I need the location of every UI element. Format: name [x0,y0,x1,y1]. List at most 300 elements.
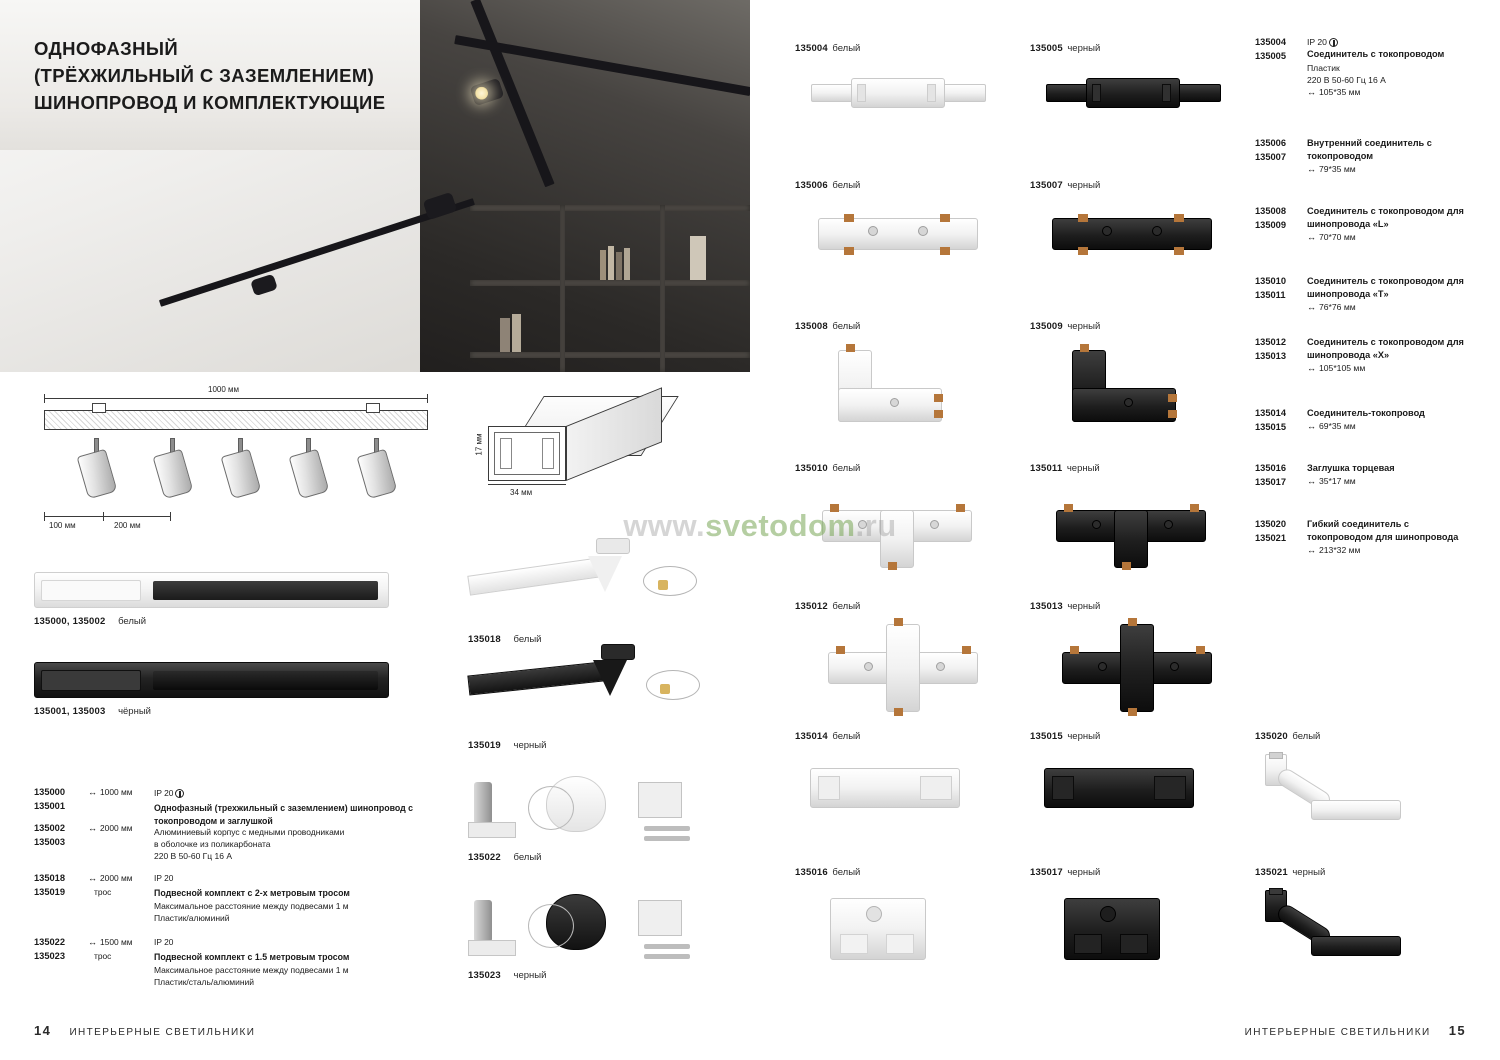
spec-code-135003: 135003 [34,837,66,847]
cap-notch [886,934,914,954]
spec-dimension: ↔ 35*17 мм [1307,476,1356,486]
spec-title-suspension-15m: Подвесной комплект с 1.5 метровым тросом [154,952,350,962]
spec-135006-135007 [1255,137,1485,176]
footer-text-left: ИНТЕРЬЕРНЫЕ СВЕТИЛЬНИКИ [69,1027,256,1038]
copper-contact [1078,214,1088,222]
shelf [470,280,750,286]
spec-code: 135016 [1255,463,1287,473]
copper-contact [1128,708,1137,716]
spec-codes [1255,137,1307,165]
product-photo-135006 [808,200,998,270]
cap-notch [1120,934,1148,954]
product-code: 135008 [795,321,828,332]
product-photo-135008 [838,340,978,440]
spec-title: Соединитель с токопроводом [1307,49,1445,60]
product-color: белый [513,852,542,863]
spec-code: 135021 [1255,532,1287,543]
spec-codes [1255,275,1307,303]
spec-sub-1: Алюминиевый корпус с медными проводниками [154,827,345,837]
product-label-135023 [468,970,546,981]
suspension-cone-black [593,660,627,696]
suspension-bar-black [467,660,613,695]
product-color: белый [832,43,861,54]
track-groove [153,581,378,600]
spec-dim-cable: трос [94,887,112,897]
spec-dimension: ↔ 69*35 мм [1307,421,1356,431]
spec-dimension: ↔ 79*35 мм [1307,164,1356,174]
mount-bracket [92,403,106,413]
product-label-135022 [468,852,541,863]
product-photo-track-white [34,572,389,608]
product-photo-135014 [810,752,990,828]
spec-body [1307,518,1477,557]
product-code: 135021 [1255,867,1288,878]
product-code: 135022 [468,852,501,863]
product-photo-135020 [1255,752,1455,832]
spec-135012-135013 [1255,336,1485,375]
copper-contact [940,247,950,255]
copper-contact [844,214,854,222]
product-code: 135020 [1255,731,1288,742]
spec-block-suspension-15m [34,936,444,986]
diagram-lamp [222,436,260,498]
product-label-135015 [1030,726,1240,744]
product-label-135012 [795,596,1005,614]
spec-sub-2: Пластик/алюминий [154,913,230,923]
spec-code: 135020 [1255,519,1287,529]
watermark-brand: svetodom [705,508,856,543]
contact-block [1154,776,1186,800]
product-photo-135023 [468,876,728,972]
shelf-divider [560,205,565,372]
product-color: белый [832,867,861,878]
product-label-135013 [1030,596,1240,614]
spec-body [1307,462,1477,488]
product-label-135009 [1030,316,1240,334]
dim-line-profile-width [488,484,566,485]
screw [644,836,690,841]
screw-hole [1100,906,1116,922]
spec-135004-135005 [1255,36,1485,99]
book [600,250,606,280]
copper-contact [962,646,971,654]
cable-clamp [658,580,668,590]
spec-code-135022: 135022 [34,937,66,947]
screw-hole [1102,226,1112,236]
spec-code: 135010 [1255,276,1287,286]
product-photo-135021 [1255,888,1455,974]
product-color: черный [1292,867,1326,878]
screw-hole [918,226,928,236]
spec-dim-1500: ↔ 1500 мм [88,937,132,947]
page-title-line-2: (ТРЁХЖИЛЬНЫЙ С ЗАЗЕМЛЕНИЕМ) [34,64,375,86]
product-label-135008 [795,316,1005,334]
spec-code: 135007 [1255,151,1287,162]
product-label-135021 [1255,862,1470,880]
product-photo-135018 [468,518,718,626]
right-page [750,0,1500,1060]
spec-code: 135005 [1255,50,1287,61]
page-title-line-3: ШИНОПРОВОД И КОМПЛЕКТУЮЩИЕ [34,91,386,113]
product-code: 135010 [795,463,828,474]
shelf-divider [660,205,665,372]
spec-code: 135017 [1255,476,1287,487]
dim-label-length: 1000 мм [208,385,240,394]
product-photo-135011 [1056,482,1226,570]
watermark-suffix: .ru [855,508,897,543]
dim-label-step: 200 мм [114,521,141,530]
spec-codes [1255,36,1307,64]
spec-title: Соединитель с токопроводом для шинопровода «T» [1307,276,1464,300]
product-color: белый [513,634,542,645]
spec-code: 135012 [1255,337,1287,347]
product-photo-135013 [1062,620,1222,716]
installation-diagram [26,385,446,548]
book [624,248,630,280]
contact [1269,888,1283,895]
screw-hole [1092,520,1101,529]
screw-hole [1152,226,1162,236]
screw-hole [936,662,945,671]
spec-dimension: ↔ 213*32 мм [1307,545,1360,555]
product-color: белый [832,601,861,612]
product-label-135014 [795,726,1005,744]
copper-contact [1168,394,1177,402]
contact [1269,752,1283,759]
product-photo-135016 [830,890,960,974]
screw-hole [930,520,939,529]
dim-tick [44,394,45,403]
product-color: черный [513,970,547,981]
screw-hole [858,520,867,529]
product-label-135006 [795,175,1005,193]
connector-arm-vertical [1120,624,1154,712]
book [690,236,706,280]
connector-arm-down [1114,510,1148,568]
copper-contact [846,344,855,352]
dim-line-step [103,516,171,517]
mount-bracket [366,403,380,413]
product-code: 135018 [468,634,501,645]
connector-arm-vertical [886,624,920,712]
mount-plate [468,940,516,956]
spec-dimension: ↔ 76*76 мм [1307,302,1356,312]
product-code: 135015 [1030,731,1063,742]
screw-hole [1170,662,1179,671]
ceiling-mount-rod [474,782,492,824]
spec-dim-cable: трос [94,951,112,961]
spec-electric: 220 В 50-60 Гц 16 А [1307,74,1386,85]
spec-title: Соединитель-токопровод [1307,408,1425,418]
suspension-cable [528,786,574,830]
copper-contact [1174,247,1184,255]
connector-arm-down [880,510,914,568]
spec-code-135018: 135018 [34,873,66,883]
copper-contact [1196,646,1205,654]
product-label-135020 [1255,726,1470,744]
copper-contact [894,618,903,626]
book [500,318,510,352]
spec-code: 135013 [1255,350,1287,361]
spec-code-135023: 135023 [34,951,66,961]
dim-line-total [44,398,428,399]
ip-drop-icon [175,789,184,798]
product-label-135007 [1030,175,1240,193]
bracket [638,900,682,936]
spec-dimension: ↔ 70*70 мм [1307,232,1356,242]
product-color: белый [832,731,861,742]
product-label-135017 [1030,862,1240,880]
spec-title: Соединитель с токопроводом для шинопровода «L» [1307,206,1464,230]
contact [857,84,866,102]
spec-codes [1255,407,1307,435]
spec-codes [1255,205,1307,233]
copper-contact [1174,214,1184,222]
spec-ip [1307,37,1338,47]
contact-block [920,776,952,800]
book [608,246,614,280]
spec-code: 135015 [1255,421,1287,432]
copper-contact [888,562,897,570]
ip-drop-icon [1329,38,1338,47]
product-code: 135004 [795,43,828,54]
spec-sub-1: Максимальное расстояние между подвесами 1 м [154,965,349,975]
spec-body [1307,407,1477,433]
product-label-135016 [795,862,1005,880]
product-photo-135022 [468,758,728,854]
copper-contact [940,214,950,222]
spec-dimension: ↔ 105*35 мм [1307,87,1360,97]
mount-plate [468,822,516,838]
spec-sub-2: Пластик/сталь/алюминий [154,977,255,987]
screw-hole [1124,398,1133,407]
copper-contact [1064,504,1073,512]
spec-codes [1255,518,1307,546]
ceiling-mount-rod [474,900,492,942]
dim-line-start [44,516,104,517]
spec-code: 135014 [1255,408,1287,418]
product-color: черный [1067,601,1101,612]
copper-contact [894,708,903,716]
product-label-135005 [1030,38,1240,56]
product-color: белый [832,321,861,332]
connector-body [1052,218,1212,250]
footer-right [1245,1023,1466,1038]
track-end-cap [41,580,141,601]
dim-label-start: 100 мм [49,521,76,530]
ip-label: IP 20 [1307,37,1327,47]
dim-tick [44,512,45,521]
profile-channel [542,438,554,469]
product-photo-135012 [828,620,988,716]
diagram-lamp [290,436,328,498]
spec-dimension: ↔ 105*105 мм [1307,363,1365,373]
dim-tick [427,394,428,403]
screw-hole [1098,662,1107,671]
cap-notch [840,934,868,954]
copper-contact [934,394,943,402]
spec-ip-badge [154,787,184,798]
track-groove [153,671,378,690]
product-photo-135017 [1064,890,1194,974]
spec-code-135019: 135019 [34,887,66,897]
product-code: 135023 [468,970,501,981]
flex-connector-arm [1311,936,1401,956]
product-code: 135013 [1030,601,1063,612]
spec-material: Пластик [1307,62,1340,73]
contact [1162,84,1171,102]
suspension-box [601,644,635,660]
spec-sub-3: 220 В 50-60 Гц 16 А [154,851,232,861]
dim-tick [170,512,171,521]
screw-hole [864,662,873,671]
suspension-box [596,538,630,554]
screw [644,944,690,949]
product-color: черный [1067,43,1101,54]
spec-code-135001: 135001 [34,801,66,811]
spec-body [1307,205,1477,244]
product-color: белый [118,616,147,627]
book [616,252,622,280]
ip-label: IP 20 [154,788,174,798]
spec-sub-2: в оболочке из поликарбоната [154,839,271,849]
contact-block [1052,776,1074,800]
copper-contact [836,646,845,654]
copper-contact [1070,646,1079,654]
product-color: белый [832,180,861,191]
spec-title-suspension-2m: Подвесной комплект с 2-х метровым тросом [154,888,350,898]
watermark-prefix: www. [623,508,706,543]
product-code: 135001, 135003 [34,706,106,717]
spec-body [1307,336,1477,375]
spec-codes [1255,336,1307,364]
copper-contact [934,410,943,418]
page-title [34,36,454,116]
screw [644,826,690,831]
product-color: белый [832,463,861,474]
spec-ip: IP 20 [154,873,174,883]
copper-contact [1078,247,1088,255]
spec-code: 135006 [1255,138,1287,148]
suspension-cable [646,670,700,700]
spec-body [1307,137,1477,176]
bracket [638,782,682,818]
spec-title: Гибкий соединитель с токопроводом для шинопровода [1307,519,1459,543]
product-color: черный [1067,731,1101,742]
hero-dark-room [420,0,750,372]
profile-drawing [470,388,720,538]
contact-block [818,776,840,800]
copper-contact [1080,344,1089,352]
product-code: 135000, 135002 [34,616,106,627]
product-color: черный [1067,321,1101,332]
product-photo-135004 [805,62,995,122]
spec-title: Внутренний соединитель с токопроводом [1307,138,1432,162]
product-color: черный [1066,463,1100,474]
spec-dim-1000: ↔ 1000 мм [88,787,132,797]
product-code: 135007 [1030,180,1063,191]
spec-code-135000: 135000 [34,787,66,797]
spec-sub-1: Максимальное расстояние между подвесами 1 м [154,901,349,911]
product-color: черный [1067,867,1101,878]
page-title-line-1: ОДНОФАЗНЫЙ [34,38,179,59]
suspension-cable [643,566,697,596]
copper-contact [1122,562,1131,570]
product-code: 135014 [795,731,828,742]
track-end-cap [41,670,141,691]
product-code: 135019 [468,740,501,751]
copper-contact [830,504,839,512]
product-photo-135015 [1044,752,1224,828]
product-photo-135005 [1040,62,1230,122]
product-color: чёрный [118,706,151,717]
page-number-right: 15 [1448,1023,1466,1038]
copper-contact [1190,504,1199,512]
product-code: 135016 [795,867,828,878]
spec-codes [1255,462,1307,490]
suspension-cable [528,904,574,948]
diagram-lamp [358,436,396,498]
book [512,314,521,352]
diagram-lamp [78,436,116,498]
product-photo-135007 [1042,200,1232,270]
spec-code: 135011 [1255,289,1286,300]
spec-body [1307,275,1477,314]
spec-body [1307,36,1477,99]
product-label-135001 [34,706,151,717]
spec-ip: IP 20 [154,937,174,947]
suspension-cone-white [588,556,622,592]
copper-contact [1168,410,1177,418]
copper-contact [844,247,854,255]
page-number-left: 14 [34,1023,52,1038]
spec-135020-135021 [1255,518,1485,557]
product-code: 135017 [1030,867,1063,878]
spec-dim-2000-suspension: ↔ 2000 мм [88,873,132,883]
product-code: 135005 [1030,43,1063,54]
product-label-135010 [795,458,1005,476]
product-code: 135009 [1030,321,1063,332]
product-color: черный [1067,180,1101,191]
spec-title-track: Однофазный (трехжильный с заземлением) шинопровод с токопроводом и заглушкой [154,803,414,827]
spec-block-suspension-2m [34,872,444,922]
cable-clamp [660,684,670,694]
spec-135016-135017 [1255,462,1485,490]
product-code: 135006 [795,180,828,191]
product-label-135011 [1030,458,1240,476]
shelf [470,352,750,358]
screw-hole [890,398,899,407]
spec-135014-135015 [1255,407,1485,435]
hero-photo [0,0,750,372]
spec-135010-135011 [1255,275,1485,314]
product-photo-135019 [468,630,718,740]
profile-channel [500,438,512,469]
copper-contact [1128,618,1137,626]
profile-width-label: 34 мм [510,488,533,497]
product-color: белый [1292,731,1321,742]
cap-notch [1074,934,1102,954]
spec-code: 135008 [1255,206,1287,216]
product-color: черный [513,740,547,751]
footer-text-right: ИНТЕРЬЕРНЫЕ СВЕТИЛЬНИКИ [1244,1027,1431,1038]
screw-hole [866,906,882,922]
spec-title: Соединитель с токопроводом для шинопровода «X» [1307,337,1464,361]
contact [927,84,936,102]
spec-title: Заглушка торцевая [1307,463,1395,473]
profile-height-label: 17 мм [474,433,484,456]
product-photo-135009 [1072,340,1212,440]
